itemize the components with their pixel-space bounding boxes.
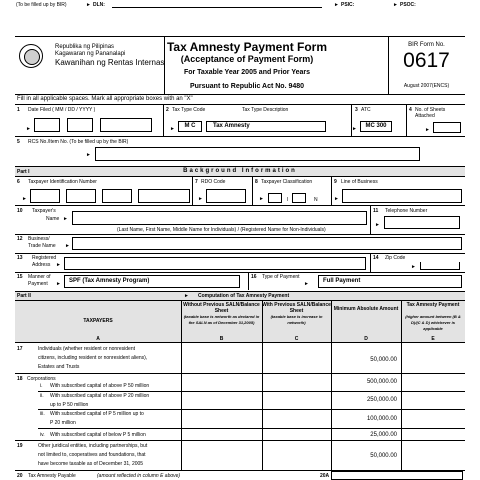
trade-name-field[interactable] bbox=[72, 237, 462, 250]
addr-label-1: Registered bbox=[32, 255, 57, 261]
tel-field[interactable] bbox=[384, 216, 460, 229]
tin-field-3[interactable] bbox=[102, 189, 132, 203]
tin-field-2[interactable] bbox=[66, 189, 96, 203]
rcs-field[interactable] bbox=[95, 147, 420, 161]
r17-line-2: citizens, including resident or nonresident aliens), bbox=[38, 355, 148, 361]
manner-label-1: Manner of bbox=[28, 274, 51, 280]
r19-min-amount: 50,000.00 bbox=[370, 453, 397, 459]
arrow-right-icon: ► bbox=[425, 127, 430, 133]
r18ii-min-amount: 250,000.00 bbox=[366, 397, 397, 403]
classification-label: Taxpayer Classification bbox=[261, 179, 313, 185]
arrow-right-icon: ► bbox=[56, 281, 61, 287]
arrow-right-icon: ► bbox=[26, 126, 31, 132]
tax-type-desc-field[interactable]: Tax Amnesty bbox=[206, 121, 326, 132]
form-date: August 2007(ENCS) bbox=[403, 83, 450, 89]
tin-field-4[interactable] bbox=[138, 189, 190, 203]
form-title: Tax Amnesty Payment Form bbox=[166, 40, 328, 54]
arrow-right-icon: ► bbox=[56, 262, 61, 268]
arrow-right-icon: ► bbox=[411, 264, 416, 270]
zip-label: Zip Code bbox=[385, 255, 406, 261]
name-label-2: Name bbox=[46, 216, 60, 222]
r18iii-line-1: With subscribed capital of P 5 million up to bbox=[50, 411, 144, 417]
r18i-label: With subscribed capital of above P 50 million bbox=[50, 383, 150, 389]
dln-label: DLN: bbox=[93, 2, 105, 8]
zip-field[interactable] bbox=[420, 262, 460, 270]
date-day-field[interactable] bbox=[67, 118, 93, 132]
arrow-right-icon: ► bbox=[170, 126, 175, 132]
tax-amnesty-payable-field[interactable] bbox=[331, 471, 463, 480]
r20-code: 20A bbox=[320, 473, 330, 479]
lob-label: Line of Business bbox=[341, 179, 378, 185]
part2-label: Part II bbox=[17, 293, 31, 299]
taxpayer-name-field[interactable] bbox=[72, 211, 367, 225]
type-payment-field[interactable]: Full Payment bbox=[318, 275, 462, 288]
tel-label: Telephone Number bbox=[385, 208, 428, 214]
manner-payment-field[interactable]: SPF (Tax Amnesty Program) bbox=[64, 275, 240, 288]
r20-note: (amount reflected in column E above) bbox=[97, 473, 181, 479]
lob-field[interactable] bbox=[342, 189, 462, 203]
r18iv-min-amount: 25,000.00 bbox=[370, 432, 397, 438]
class-n-label: N bbox=[314, 197, 318, 203]
col-c-title: With Previous SALN/Balance Sheet bbox=[262, 302, 331, 314]
tax-type-desc-label: Tax Type Description bbox=[242, 107, 289, 113]
instructions: Fill in all applicable spaces. Mark all appropriate boxes with an "X" bbox=[17, 96, 193, 102]
arrow-right-icon: ► bbox=[304, 281, 309, 287]
taxable-year: For Taxable Year 2005 and Prior Years bbox=[183, 69, 311, 76]
r18iii-min-amount: 100,000.00 bbox=[366, 416, 397, 422]
arrow-right-icon: ► bbox=[334, 2, 339, 8]
r19-line-2: not limited to, cooperatives and foundations, that bbox=[38, 452, 146, 458]
r17-min-amount: 50,000.00 bbox=[370, 357, 397, 363]
rcs-label: RCS No./Item No. (To be filled up by the BIR) bbox=[28, 139, 129, 145]
bir-use-note: (To be filled up by BIR) bbox=[16, 2, 67, 8]
r17-line-1: Individuals (whether resident or nonresident bbox=[38, 346, 135, 352]
part1-label: Part I bbox=[17, 169, 30, 175]
arrow-right-icon: ► bbox=[198, 196, 203, 202]
class-nonindividual-checkbox[interactable] bbox=[292, 193, 306, 203]
psic-label: PSIC: bbox=[341, 2, 355, 8]
agency-line-3: Kawanihan ng Rentas Internas bbox=[55, 58, 165, 67]
arrow-right-icon: ► bbox=[352, 126, 357, 132]
part1-title: Background Information bbox=[183, 168, 297, 174]
agency-line-2: Kagawaran ng Pananalapi bbox=[55, 51, 126, 57]
type-payment-label: Type of Payment bbox=[262, 274, 300, 280]
col-taxpayers: TAXPAYERS bbox=[83, 318, 113, 324]
rdo-field[interactable] bbox=[206, 189, 246, 203]
pursuant-law: Pursuant to Republic Act No. 9480 bbox=[189, 83, 305, 90]
r18-label: Corporations bbox=[27, 376, 56, 382]
class-individual-checkbox[interactable] bbox=[268, 193, 282, 203]
r18i-min-amount: 500,000.00 bbox=[366, 379, 397, 385]
tin-label: Taxpayer Identification Number bbox=[28, 179, 97, 185]
bir-seal-icon bbox=[19, 44, 43, 68]
r18iv-label: With subscribed capital of below P 5 million bbox=[50, 432, 146, 438]
addr-label-2: Address bbox=[32, 262, 51, 268]
tax-type-code-field[interactable]: M C bbox=[178, 121, 202, 132]
form-subtitle: (Acceptance of Payment Form) bbox=[180, 54, 314, 64]
r17-line-3: Estates and Trusts bbox=[38, 364, 80, 370]
arrow-right-icon: ► bbox=[259, 196, 264, 202]
part2-title: Computation of Tax Amnesty Payment bbox=[198, 293, 290, 299]
date-month-field[interactable] bbox=[34, 118, 60, 132]
col-e-note: (higher amount between (B & D)/(C & D) whichever is applicable bbox=[405, 314, 461, 331]
tin-field-1[interactable] bbox=[30, 189, 60, 203]
r18ii-line-1: With subscribed capital of above P 20 million bbox=[50, 393, 150, 399]
form-number: 0617 bbox=[403, 49, 450, 72]
manner-label-2: Payment bbox=[28, 281, 48, 287]
agency-line-1: Republika ng Pilipinas bbox=[55, 44, 115, 50]
form-no-label: BIR Form No. bbox=[408, 42, 445, 48]
col-e-title: Tax Amnesty Payment bbox=[406, 302, 460, 308]
psoc-label: PSOC: bbox=[400, 2, 416, 8]
r18ii-line-2: up to P 50 million bbox=[50, 402, 89, 408]
col-b-note: (taxable base is networth as declared in the SALN as of December 31,2005) bbox=[183, 314, 260, 325]
arrow-right-icon: ► bbox=[184, 293, 189, 299]
arrow-right-icon: ► bbox=[22, 196, 27, 202]
col-b-title: Without Previous SALN/Balance Sheet bbox=[183, 302, 260, 314]
arrow-right-icon: ► bbox=[375, 222, 380, 228]
rdo-label: RDO Code bbox=[201, 179, 226, 185]
class-i-label: I bbox=[287, 197, 289, 203]
biz-label-2: Trade Name bbox=[28, 243, 56, 249]
sheets-field[interactable] bbox=[433, 122, 461, 133]
arrow-right-icon: ► bbox=[86, 152, 91, 158]
col-c-note: (taxable base is increase in networth) bbox=[270, 314, 323, 325]
atc-field[interactable]: MC 300 bbox=[360, 121, 392, 132]
arrow-right-icon: ► bbox=[393, 2, 398, 8]
arrow-right-icon: ► bbox=[65, 243, 70, 249]
col-d-title: Minimum Absolute Amount bbox=[333, 306, 399, 312]
name-caption: (Last Name, First Name, Middle Name for Individuals) / (Registered Name for Non-Individuals) bbox=[117, 227, 326, 233]
name-label-1: Taxpayer's bbox=[32, 208, 56, 214]
arrow-right-icon: ► bbox=[334, 196, 339, 202]
date-filed-label: Date Filed ( MM / DD / YYYY ) bbox=[28, 107, 96, 113]
address-field[interactable] bbox=[64, 257, 366, 270]
tax-type-code-label: Tax Type Code bbox=[172, 107, 206, 113]
atc-label: ATC bbox=[361, 107, 371, 113]
r19-line-1: Other juridical entities, including partnerships, but bbox=[38, 443, 148, 449]
arrow-right-icon: ► bbox=[63, 216, 68, 222]
dln-field[interactable] bbox=[112, 7, 322, 8]
sheets-label: No. of Sheets Attached bbox=[415, 107, 446, 119]
date-year-field[interactable] bbox=[100, 118, 152, 132]
r19-line-3: have become taxable as of December 31, 2005 bbox=[38, 461, 144, 467]
arrow-right-icon: ► bbox=[86, 2, 91, 8]
biz-label-1: Business/ bbox=[28, 236, 50, 242]
r20-label: Tax Amnesty Payable bbox=[28, 473, 76, 479]
r18iii-line-2: P 20 million bbox=[50, 420, 76, 426]
